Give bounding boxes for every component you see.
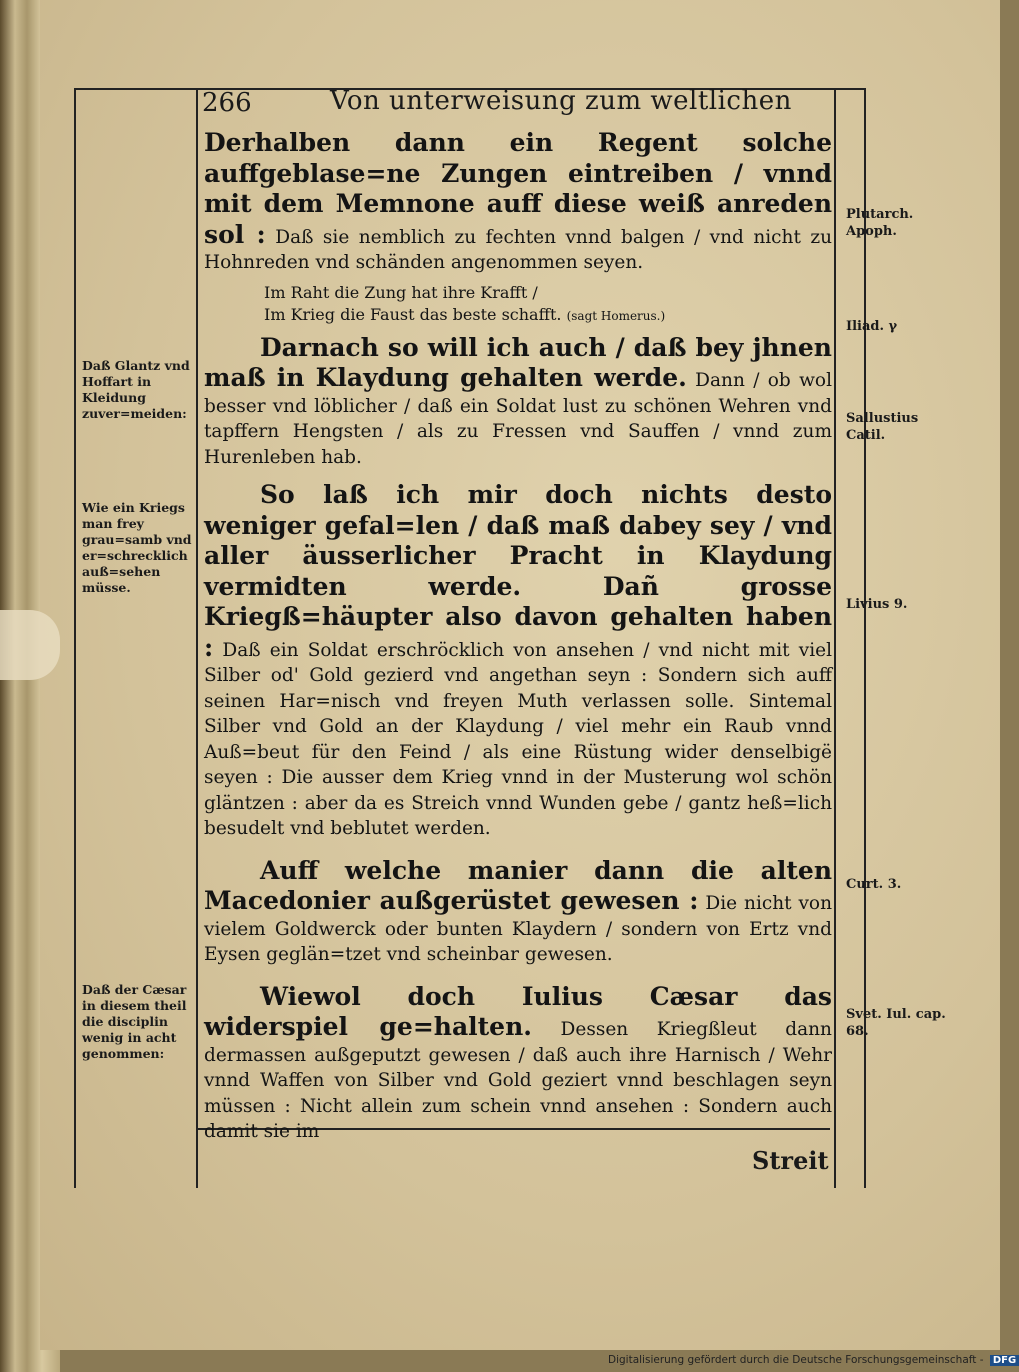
digitization-credit (608, 1354, 1019, 1366)
dfg-logo: DFG (990, 1355, 1019, 1366)
paragraph-5-lead: Wiewol doch Iulius Cæsar das widerspiel ge=halten. (204, 981, 832, 1041)
paragraph-4 (204, 856, 832, 968)
left-margin-rule (196, 88, 198, 1188)
margin-note-caesar: Daß der Cæsar in diesem theil die disciplin wenig in acht genommen: (82, 982, 187, 1061)
verse-line-1: Im Raht die Zung hat ihre Krafft / (264, 282, 538, 302)
paragraph-5 (204, 982, 832, 1145)
running-head: Von unterweisung zum weltlichen (330, 86, 792, 116)
main-text-block (204, 128, 832, 1145)
outer-left-border (74, 88, 76, 1188)
margin-note-clothing: Daß Glantz vnd Hoffart in Kleidung zuver=meiden: (82, 358, 190, 421)
paragraph-2 (204, 333, 832, 471)
catchword: Streit (752, 1146, 829, 1175)
margin-note-soldier-appearance: Wie ein Kriegs man frey grau=samb vnd er=schrecklich auß=sehen müsse. (82, 500, 192, 595)
paragraph-3-rest: Daß ein Soldat erschröcklich von ansehen / vnd nicht mit viel Silber od' Gold gezierd vnd angethan seyn : Sondern sich auff seinen Har=nisch vnd freyen Muth verlassen solle. Sintemal Silber vnd Gold an der Klaydung / viel mehr ein Raub vnnd Auß=beut für den Feind / als eine Rüstung wider denselbigë seyen : Die ausser dem Krieg vnnd in der Musterung wol schön gläntzen : aber da es Streich vnnd Wunden gebe / gantz heß=lich besudelt vnd beblutet werden. (204, 639, 832, 839)
paragraph-1-lead: Derhalben dann ein Regent solche auffgeblase=ne Zungen eintreiben / vnnd mit dem Memnone auff diese weiß anreden sol : (204, 128, 832, 249)
verse-attribution: (sagt Homerus.) (566, 308, 666, 323)
right-margin-rule (834, 88, 836, 1188)
verse-line-2: Im Krieg die Faust das beste schafft. (264, 304, 562, 324)
page-tab-marker (0, 610, 60, 680)
paragraph-3-lead: So laß ich mir doch nichts desto weniger gefal=len / daß maß dabey sey / vnd aller äusserlicher Pracht in Klaydung vermidten werde. Dañ grosse Kriegß=häupter also davon gehalten haben : (204, 480, 832, 662)
margin-ref-sallust: Sallustius Catil. (846, 411, 919, 443)
paragraph-5-rest: Dessen Kriegßleut dann dermassen außgeputzt gewesen / daß auch ihre Harnisch / Wehr vnnd Waffen von Silber vnd Gold geziert vnnd beschlagen seyn müssen : Nicht allein zum schein vnnd ansehen : Sondern auch damit sie im (204, 1019, 832, 1142)
margin-ref-curtius: Curt. 3. (846, 877, 902, 892)
margin-ref-iliad: Iliad. γ (846, 319, 898, 334)
margin-ref-livius: Livius 9. (846, 597, 908, 612)
paragraph-1-rest: Daß sie nemblich zu fechten vnnd balgen / vnd nicht zu Hohnreden vnd schänden angenommen seyen. (204, 226, 832, 273)
credit-text: Digitalisierung gefördert durch die Deutsche Forschungsgemeinschaft - (608, 1354, 984, 1366)
paragraph-4-lead: Auff welche manier dann die alten Macedonier außgerüstet gewesen : (204, 855, 832, 915)
paragraph-2-lead: Darnach so will ich auch / daß bey jhnen maß in Klaydung gehalten werde. (204, 332, 832, 392)
paragraph-1 (204, 128, 832, 276)
page-number: 266 (202, 88, 252, 118)
margin-ref-suetonius: Svet. Iul. cap. 68. (846, 1007, 946, 1039)
margin-ref-plutarch: Plutarch. Apoph. (846, 207, 914, 239)
paragraph-4-rest: Die nicht von vielem Goldwerck oder bunten Klaydern / sondern von Ertz vnd Eysen geglän=tzet vnd scheinbar gewesen. (204, 893, 832, 965)
paragraph-3 (204, 480, 832, 842)
homer-verse (264, 282, 832, 327)
paragraph-2-rest: Dann / ob wol besser vnd löblicher / daß ein Soldat lust zu schönen Wehren vnd tapffern Hengsten / als zu Fressen vnd Sauffen / vnnd zum Hurenleben hab. (204, 370, 832, 468)
